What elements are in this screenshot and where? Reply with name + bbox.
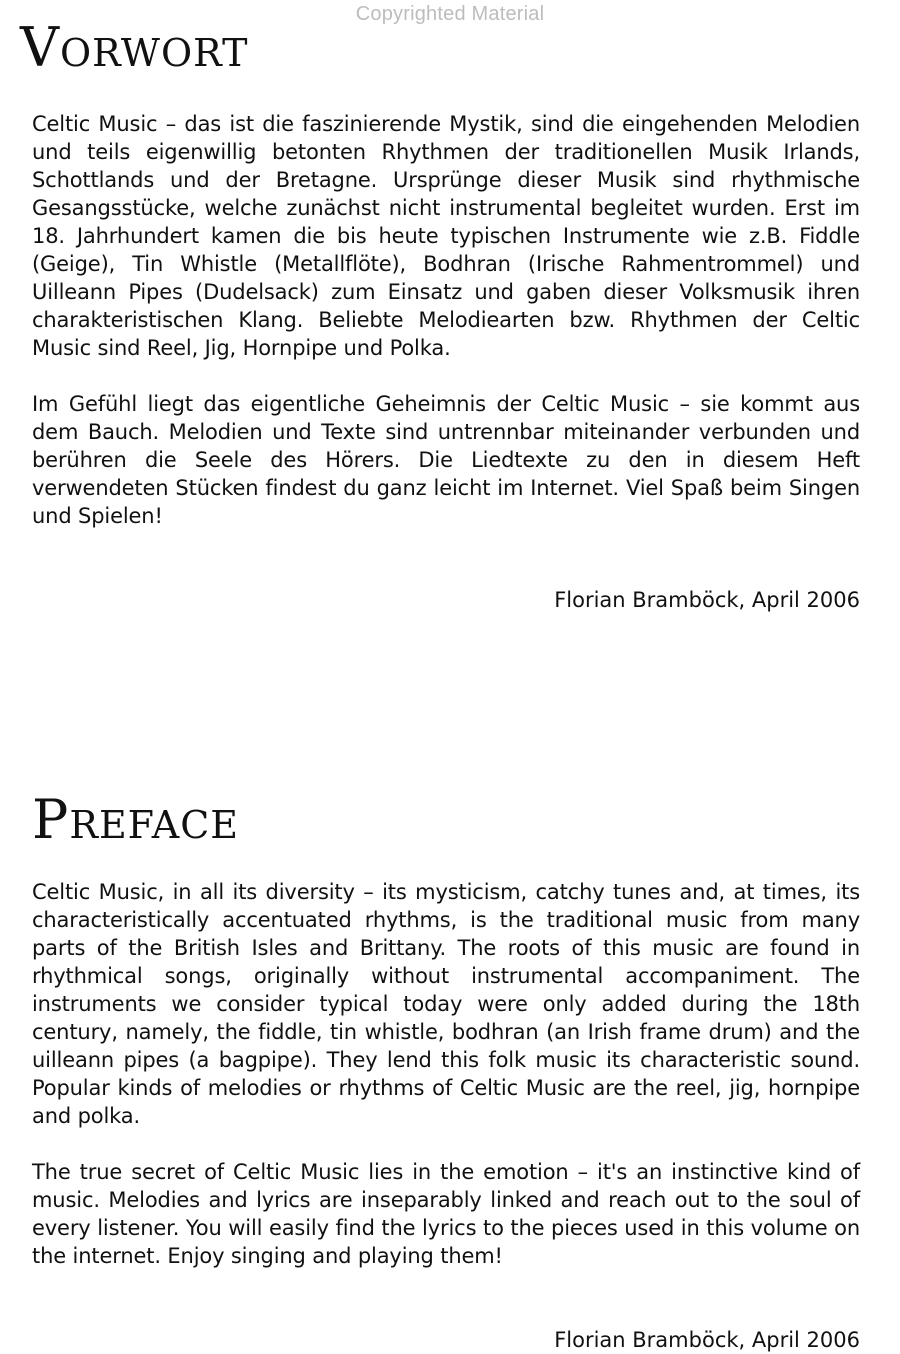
german-heading: Vorwort [20, 16, 249, 79]
german-foreword-section [20, 16, 860, 614]
english-signature: Florian Bramböck, April 2006 [554, 1328, 860, 1352]
english-paragraph-1: Celtic Music, in all its diversity – its mysticism, catchy tunes and, at times, its characteristically accentuated rhythms, is the traditional music from many parts of the British Isles and Brittany. The roots of this music are found in rhythmical songs, originally without instrumental accompaniment. The instruments we consider typical today were only added during the 18th century, namely, the fiddle, tin whistle, bodhran (an Irish frame drum) and the uilleann pipes (a bagpipe). They lend this folk music its characteristic sound. Popular kinds of melodies or rhythms of Celtic Music are the reel, jig, hornpipe and polka. [32, 880, 860, 1128]
german-paragraph-2: Im Gefühl liegt das eigentliche Geheimnis der Celtic Music – sie kommt aus dem Bauch. Melodien und Texte sind untrennbar miteinander verbunden und berühren die Seele des Hörers. Die Liedtexte zu den in diesem Heft verwendeten Stücken findest du ganz leicht im Internet. Viel Spaß beim Singen und Spielen! [32, 392, 860, 528]
copyright-watermark: Copyrighted Material [355, 3, 545, 25]
german-signature: Florian Bramböck, April 2006 [554, 588, 860, 612]
english-preface-section [32, 790, 860, 1354]
english-paragraph-2: The true secret of Celtic Music lies in the emotion – it's an instinctive kind of music. Melodies and lyrics are inseparably linked and reach out to the soul of every listener. You will easily find the lyrics to the pieces used in this volume on the internet. Enjoy singing and playing them! [32, 1160, 860, 1268]
german-paragraph-1: Celtic Music – das ist die faszinierende Mystik, sind die eingehenden Melodien und teils eigenwillig betonten Rhythmen der traditionellen Musik Irlands, Schottlands und der Bretagne. Ursprünge dieser Musik sind rhythmische Gesangsstücke, welche zunächst nicht instrumental begleitet wurden. Erst im 18. Jahrhundert kamen die bis heute typischen Instrumente wie z.B. Fiddle (Geige), Tin Whistle (Metallflöte), Bodhran (Irische Rahmentrommel) und Uilleann Pipes (Dudelsack) zum Einsatz und gaben dieser Volksmusik ihren charakteristischen Klang. Beliebte Melodiearten bzw. Rhythmen der Celtic Music sind Reel, Jig, Hornpipe und Polka. [32, 112, 860, 360]
english-heading: Preface [32, 788, 240, 851]
